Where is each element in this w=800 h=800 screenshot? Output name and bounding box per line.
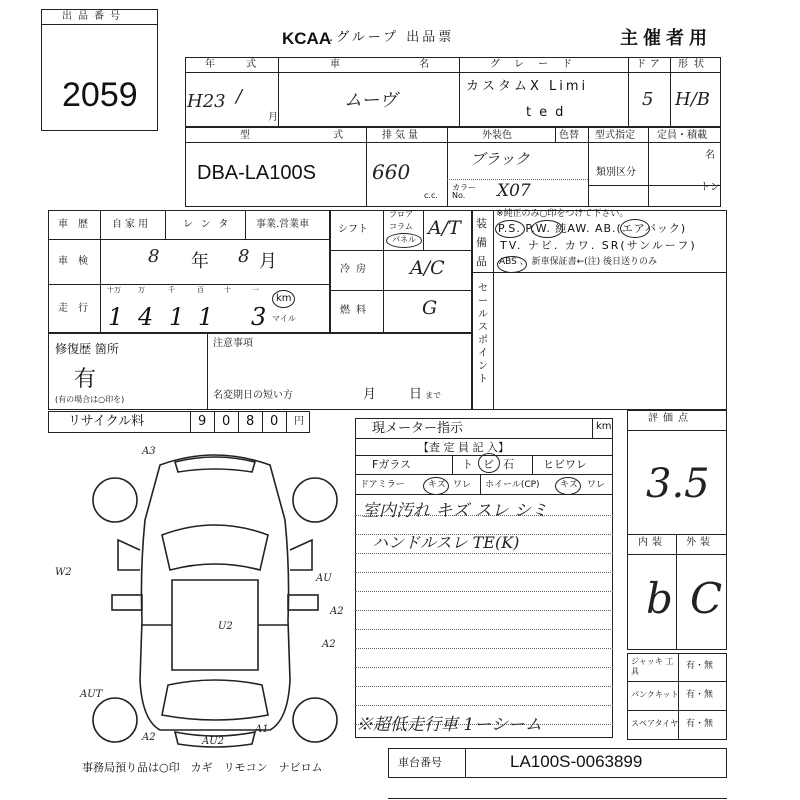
ac-label: 冷房 (340, 264, 372, 275)
mileage-digit-3: 1 (169, 303, 185, 331)
mirror-opt-scratch: キズ (428, 480, 446, 490)
name-change-month: 月 (363, 387, 377, 402)
note-rule (355, 553, 613, 554)
equipment-line2: TV. ナビ. カワ. SR(サンルーフ) (500, 239, 697, 252)
equipment-note: ※純正のみ○印をつけて下さい。 (496, 209, 629, 219)
mark-a3: A3 (142, 446, 156, 457)
doors-label: ドア (636, 59, 664, 70)
pw-circle (531, 220, 563, 238)
windshield-opt-stone: 石 (503, 458, 514, 471)
name-change-label: 名変期日の短い方 (213, 390, 293, 401)
usage-option-business: 事業.営業車 (256, 219, 310, 230)
repair-value: 有 (74, 367, 97, 392)
shift-label: シフト (338, 224, 368, 235)
inspection-year: 8 (148, 246, 160, 267)
usage-option-private: 自家用 (112, 219, 151, 230)
note-rule (355, 591, 613, 592)
inspection-month-unit: 月 (259, 251, 277, 272)
tool-label-spare: スペアタイヤ (631, 719, 679, 728)
tool-value-jack: 有・無 (686, 661, 714, 671)
chassis-label: 車台番号 (398, 756, 442, 769)
mileage-digit-1: 1 (108, 303, 124, 331)
displacement-value: 660 (372, 160, 411, 184)
mark-a1: A1 (255, 724, 269, 735)
repaint-label: 色替 (559, 130, 579, 141)
shape-value: H/B (675, 89, 710, 110)
note-rule (355, 629, 613, 630)
windshield-opt-circle (478, 453, 500, 473)
note-line3: ※超低走行車 1ーシーム (356, 715, 542, 735)
year-slash: / (236, 86, 243, 107)
mark-au2: AU2 (202, 736, 225, 747)
note-line1: 室内汚れ キズ スレ シミ (362, 501, 548, 521)
inspection-year-unit: 年 (191, 251, 209, 272)
wheel-circle (555, 477, 581, 495)
wheel-opt-crack: ワレ (587, 480, 606, 490)
chassis-value: LA100S-0063899 (510, 752, 643, 771)
remarks-label: 注意事項 (213, 338, 253, 349)
mileage-digit-label: 一 (252, 286, 259, 294)
recycle-digit-2: 0 (222, 414, 231, 429)
interior-label: 内装 (638, 537, 666, 548)
model-name: ムーヴ (344, 90, 398, 111)
km-label: km (276, 293, 292, 304)
mileage-digit-label: 千 (168, 286, 175, 294)
windshield-opt-to: ト (462, 458, 473, 471)
repair-note: (有の場合は○印を) (55, 395, 125, 404)
model-label: 型 式 (240, 130, 384, 141)
mileage-digit-5: 3 (251, 303, 267, 331)
ab-circle (620, 219, 650, 238)
copy-type: 主催者用 (620, 28, 712, 49)
grade-line1: カスタムX Limi (466, 79, 589, 94)
mileage-label: 走行 (58, 303, 98, 314)
note-line2: ハンドルスレ TE(K) (372, 533, 520, 552)
sheet-title: .グループ 出品票 (329, 30, 455, 45)
mirror-circle (423, 477, 449, 495)
wheel-label: ホイール(CP) (485, 480, 540, 490)
meter-label: 現メーター指示 (372, 421, 464, 436)
color-no-label: カラーNo. (452, 183, 476, 200)
capacity-label: 定員・積載 (657, 130, 707, 141)
windshield-label: Fガラス (372, 458, 411, 471)
exterior-label: 外装 (686, 537, 714, 548)
note-rule (355, 667, 613, 668)
panel-circle (386, 233, 422, 248)
shift-sub-column: コラム (389, 222, 413, 231)
note-rule (355, 686, 613, 687)
meter-unit: km (596, 421, 612, 432)
office-note: 事務局預り品は○印 カギ リモコン ナビロム (82, 761, 323, 774)
mark-a2-right: A2 (330, 606, 344, 617)
month-mark: 月 (268, 112, 278, 123)
note-rule (355, 610, 613, 611)
sales-point-label: セールスポイント (478, 283, 488, 385)
windshield-opt-bi: ビ (483, 458, 494, 471)
tool-value-repair-kit: 有・無 (686, 690, 714, 700)
grade-line2: ted (526, 105, 572, 120)
wheel-opt-scratch: キズ (560, 480, 578, 490)
recycle-digit-1: 9 (198, 414, 207, 429)
year-value: H23 (187, 91, 226, 112)
interior-value: b (646, 574, 673, 623)
name-change-day: 日 (409, 387, 423, 402)
score-value: 3.5 (646, 461, 710, 507)
km-circle (272, 290, 295, 308)
shift-value: A/T (428, 217, 461, 239)
year-label: 年 式 (205, 59, 271, 70)
load-unit: トン (700, 182, 720, 193)
mileage-digit-label: 十 (224, 286, 231, 294)
equipment-line3: ABS 、 新車保証書←(注) 後日送りのみ (499, 257, 658, 267)
lot-number-label: 出品番号 (62, 11, 126, 22)
mark-w2: W2 (55, 567, 72, 578)
recycle-label: リサイクル料 (68, 414, 145, 429)
note-rule (355, 572, 613, 573)
displacement-label: 排気量 (382, 130, 421, 141)
color-value: ブラック (470, 150, 530, 168)
score-label: 評価点 (648, 413, 693, 424)
ps-circle (495, 220, 525, 238)
shape-label: 形状 (678, 59, 710, 70)
mirror-label: ドアミラー (360, 480, 405, 490)
mark-u2: U2 (218, 621, 233, 632)
recycle-digit-4: 0 (270, 414, 279, 429)
mile-label: マイル (272, 314, 296, 323)
repair-label: 修復歴 箇所 (55, 342, 119, 356)
model-value: DBA-LA100S (197, 162, 316, 184)
usage-option-rental: レンタ (183, 219, 237, 230)
mileage-digit-label: 十万 (107, 286, 121, 294)
mileage-digit-2: 4 (138, 303, 154, 331)
grade-label: グレード (490, 59, 586, 70)
inspector-header: 【査 定 員 記 入】 (418, 441, 509, 454)
mark-a2-bottom: A2 (142, 732, 156, 743)
mirror-opt-crack: ワレ (453, 480, 472, 490)
note-rule (355, 648, 613, 649)
lot-number: 2059 (62, 76, 138, 114)
tool-value-spare: 有・無 (686, 719, 714, 729)
tool-label-repair-kit: パンクキット (631, 690, 679, 699)
exterior-value: C (690, 574, 723, 623)
inspection-label: 車検 (58, 256, 98, 267)
brand-logo: KCAA (282, 29, 332, 48)
category-label: 類別区分 (596, 167, 636, 178)
shift-sub-panel: パネル (392, 235, 416, 244)
color-label: 外装色 (482, 130, 512, 141)
inspection-month: 8 (238, 246, 250, 267)
abs-circle (497, 256, 527, 273)
fuel-label: 燃料 (340, 305, 372, 316)
capacity-unit: 名 (705, 150, 715, 161)
windshield-opt-crack: ヒビワレ (543, 458, 587, 471)
mileage-digit-label: 百 (197, 286, 204, 294)
recycle-digit-3: 8 (246, 414, 255, 429)
equipment-label: 装備品 (476, 217, 487, 268)
fuel-value: G (422, 297, 438, 319)
ac-value: A/C (410, 257, 445, 279)
mileage-digit-4: 1 (198, 303, 214, 331)
cc-unit: c.c. (424, 191, 438, 200)
equipment-line1: P.S. P.W. 純AW. AB.(エアバック) (498, 222, 687, 235)
name-label: 車 名 (330, 59, 468, 70)
mark-aut: AUT (80, 689, 103, 700)
type-designation-label: 型式指定 (595, 130, 635, 141)
usage-label: 車歴 (58, 219, 98, 230)
name-change-suffix: まで (425, 391, 441, 400)
tool-label-jack: ジャッキ 工具 (631, 657, 674, 676)
color-no-value: X07 (497, 181, 531, 201)
doors-value: 5 (642, 89, 654, 110)
mark-au-right: AU (316, 573, 332, 584)
note-rule (355, 705, 613, 706)
mark-a2-right-lower: A2 (322, 639, 336, 650)
recycle-unit: 円 (294, 416, 304, 427)
shift-sub-floor: フロア (389, 210, 413, 219)
mileage-digit-label: 万 (138, 286, 145, 294)
